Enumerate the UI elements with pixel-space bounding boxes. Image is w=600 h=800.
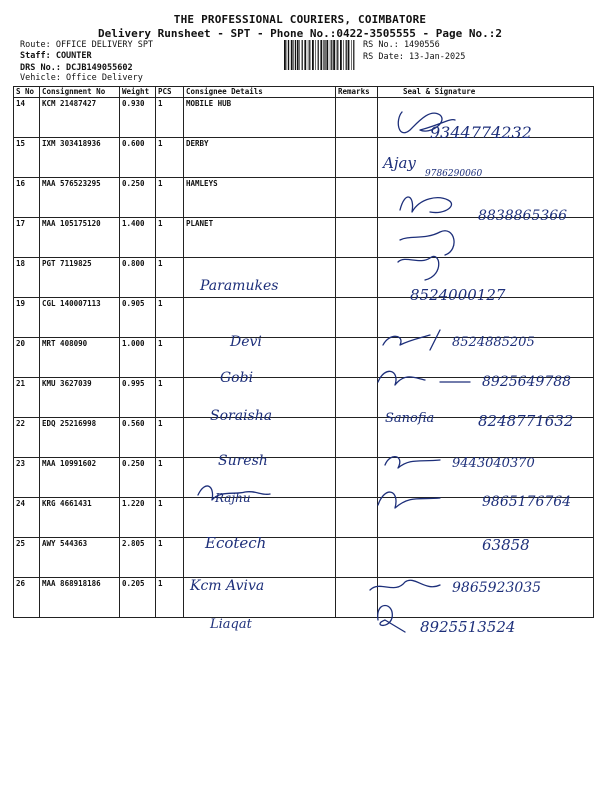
cell-pcs: 1: [156, 538, 184, 578]
signature-phone: 8524000127: [410, 286, 506, 304]
table-row: [14, 338, 594, 378]
consignee-handwritten-name: Devi: [230, 334, 262, 350]
cell-weight: 0.995: [120, 378, 156, 418]
cell-sno: 18: [14, 258, 40, 298]
cell-remarks: [336, 98, 378, 138]
cell-consignee: [184, 298, 336, 338]
cell-weight: 0.800: [120, 258, 156, 298]
cell-seal-signature: [378, 418, 594, 458]
header-consignee: Consignee Details: [184, 87, 336, 98]
cell-pcs: 1: [156, 498, 184, 538]
cell-remarks: [336, 458, 378, 498]
cell-consignee: [184, 538, 336, 578]
cell-remarks: [336, 218, 378, 258]
cell-consignee: [184, 458, 336, 498]
consignee-handwritten-name: Gobi: [220, 370, 254, 386]
cell-consignee: [184, 338, 336, 378]
cell-consignment-no: MAA 10991602: [40, 458, 120, 498]
cell-sno: 19: [14, 298, 40, 338]
cell-sno: 14: [14, 98, 40, 138]
cell-remarks: [336, 378, 378, 418]
signature-phone: 9443040370: [452, 456, 535, 471]
cell-remarks: [336, 338, 378, 378]
consignee-handwritten-name: Ecotech: [205, 534, 267, 552]
cell-seal-signature: [378, 538, 594, 578]
cell-remarks: [336, 418, 378, 458]
cell-consignee: [184, 258, 336, 298]
cell-consignment-no: KMU 3627039: [40, 378, 120, 418]
table-row: [14, 418, 594, 458]
signature-phone: 9786290060: [425, 169, 483, 179]
signature-phone: 63858: [482, 536, 530, 554]
cell-weight: 1.000: [120, 338, 156, 378]
cell-seal-signature: [378, 138, 594, 178]
table-header-row: [14, 87, 594, 98]
cell-seal-signature: [378, 98, 594, 138]
cell-seal-signature: [378, 498, 594, 538]
cell-pcs: 1: [156, 138, 184, 178]
cell-pcs: 1: [156, 98, 184, 138]
cell-consignment-no: KRG 4661431: [40, 498, 120, 538]
cell-seal-signature: [378, 298, 594, 338]
cell-pcs: 1: [156, 258, 184, 298]
cell-sno: 26: [14, 578, 40, 618]
cell-consignment-no: KCM 21487427: [40, 98, 120, 138]
table-row: [14, 258, 594, 298]
rs-date: RS Date: 13-Jan-2025: [363, 52, 466, 62]
consignee-handwritten-name: Rajhu: [215, 491, 251, 505]
consignee-handwritten-name: Soraisha: [210, 408, 273, 424]
signature-phone: 8925649788: [482, 374, 572, 390]
cell-weight: 0.560: [120, 418, 156, 458]
document-subtitle: Delivery Runsheet - SPT - Phone No.:0422-3505555 - Page No.:2: [98, 27, 502, 40]
header-pcs: PCS: [156, 87, 184, 98]
cell-weight: 0.250: [120, 178, 156, 218]
table-row: [14, 578, 594, 618]
vehicle-label: Vehicle: Office Delivery: [20, 73, 143, 83]
cell-consignment-no: MRT 408090: [40, 338, 120, 378]
signature-phone: 8925513524: [420, 618, 516, 636]
signature-name: Sanofia: [385, 411, 435, 426]
signature-phone: 8524885205: [452, 335, 535, 350]
cell-consignee: [184, 578, 336, 618]
signature-name: Ajay: [383, 154, 416, 172]
cell-weight: 2.805: [120, 538, 156, 578]
cell-consignment-no: PGT 7119825: [40, 258, 120, 298]
header-weight: Weight: [120, 87, 156, 98]
cell-sno: 25: [14, 538, 40, 578]
cell-remarks: [336, 298, 378, 338]
cell-remarks: [336, 578, 378, 618]
cell-pcs: 1: [156, 418, 184, 458]
signature-phone: 9865176764: [482, 494, 572, 510]
cell-pcs: 1: [156, 458, 184, 498]
table-row: [14, 298, 594, 338]
cell-consignee: PLANET: [184, 218, 336, 258]
signature-phone: 9865923035: [452, 580, 542, 596]
header-remarks: Remarks: [336, 87, 378, 98]
cell-seal-signature: [378, 458, 594, 498]
cell-remarks: [336, 258, 378, 298]
barcode: [284, 40, 356, 70]
consignee-handwritten-name: Kcm Aviva: [190, 578, 265, 594]
runsheet-table: [13, 86, 594, 618]
cell-weight: 1.220: [120, 498, 156, 538]
cell-consignment-no: IXM 303418936: [40, 138, 120, 178]
cell-pcs: 1: [156, 578, 184, 618]
cell-consignee: [184, 378, 336, 418]
header-seal-signature: Seal & Signature: [378, 87, 594, 98]
staff-label: Staff: COUNTER: [20, 51, 92, 61]
header-sno: S No: [14, 87, 40, 98]
cell-weight: 0.205: [120, 578, 156, 618]
cell-seal-signature: [378, 578, 594, 618]
cell-weight: 1.400: [120, 218, 156, 258]
cell-sno: 22: [14, 418, 40, 458]
table-row: [14, 218, 594, 258]
cell-remarks: [336, 498, 378, 538]
header-consignment: Consignment No: [40, 87, 120, 98]
cell-sno: 24: [14, 498, 40, 538]
cell-sno: 16: [14, 178, 40, 218]
cell-consignee: [184, 498, 336, 538]
cell-weight: 0.600: [120, 138, 156, 178]
cell-sno: 20: [14, 338, 40, 378]
cell-sno: 17: [14, 218, 40, 258]
cell-pcs: 1: [156, 338, 184, 378]
cell-pcs: 1: [156, 218, 184, 258]
consignee-handwritten-name: Suresh: [218, 453, 268, 469]
table-row: [14, 538, 594, 578]
cell-seal-signature: [378, 218, 594, 258]
consignee-handwritten-name: Liaqat: [210, 617, 252, 632]
cell-pcs: 1: [156, 298, 184, 338]
consignee-handwritten-name: Paramukes: [200, 278, 279, 294]
cell-seal-signature: [378, 378, 594, 418]
cell-sno: 21: [14, 378, 40, 418]
cell-seal-signature: [378, 178, 594, 218]
cell-consignment-no: MAA 576523295: [40, 178, 120, 218]
table-row: [14, 378, 594, 418]
signature-phone: 8838865366: [478, 208, 568, 224]
cell-seal-signature: [378, 338, 594, 378]
cell-consignment-no: MAA 105175120: [40, 218, 120, 258]
cell-weight: 0.905: [120, 298, 156, 338]
cell-sno: 15: [14, 138, 40, 178]
cell-remarks: [336, 178, 378, 218]
cell-seal-signature: [378, 258, 594, 298]
cell-consignment-no: EDQ 25216998: [40, 418, 120, 458]
cell-weight: 0.930: [120, 98, 156, 138]
cell-consignee: [184, 418, 336, 458]
cell-consignment-no: MAA 868918186: [40, 578, 120, 618]
drs-number: DRS No.: DCJB149055602: [20, 63, 133, 73]
cell-pcs: 1: [156, 178, 184, 218]
table-row: [14, 498, 594, 538]
table-row: [14, 98, 594, 138]
rs-number: RS No.: 1490556: [363, 40, 440, 50]
cell-consignment-no: CGL 140007113: [40, 298, 120, 338]
route-label: Route: OFFICE DELIVERY SPT: [20, 40, 154, 50]
cell-consignment-no: AWY 544363: [40, 538, 120, 578]
cell-pcs: 1: [156, 378, 184, 418]
cell-remarks: [336, 538, 378, 578]
table-row: [14, 178, 594, 218]
signature-phone: 9344774232: [430, 123, 532, 142]
signature-phone: 8248771632: [478, 412, 574, 430]
cell-remarks: [336, 138, 378, 178]
cell-consignee: DERBY: [184, 138, 336, 178]
cell-consignee: HAMLEYS: [184, 178, 336, 218]
cell-consignee: MOBILE HUB: [184, 98, 336, 138]
cell-sno: 23: [14, 458, 40, 498]
table-row: [14, 458, 594, 498]
document-title: THE PROFESSIONAL COURIERS, COIMBATORE: [173, 13, 427, 26]
table-row: [14, 138, 594, 178]
cell-weight: 0.250: [120, 458, 156, 498]
